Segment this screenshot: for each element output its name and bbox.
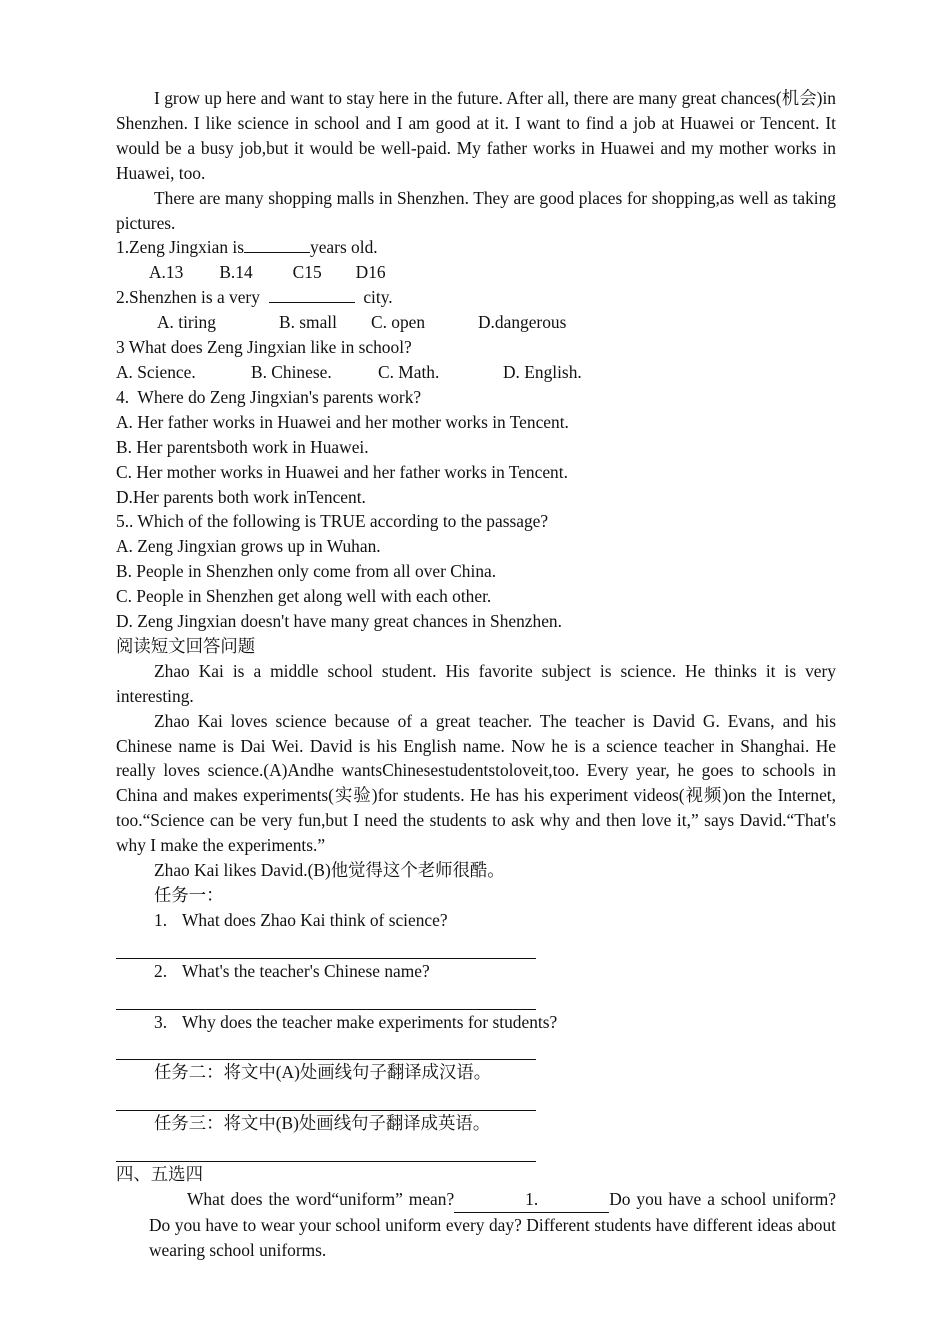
section4-text-after: Do you have a school uniform?Do you have to wear your school uniform every day? Different students have different ideas about wearing school uniforms. [149,1188,836,1260]
option[interactable]: C. Math. [378,361,440,382]
question-4 [116,385,836,510]
option[interactable]: D. English. [503,361,582,382]
option[interactable]: C. open [371,312,426,333]
passage2-paragraph-2: Zhao Kai loves science because of a great teacher. The teacher is David G. Evans, and his Chinese name is Dai Wei. David is his English name. Now he is a science teacher in Shanghai. He really loves science.(A)Andhe wantsChinesestudentstoloveit,too. Every year, he goes to schools in China and makes experiments(实验)for students. He has his experiment videos(视频)on the Internet, too.“Science can be very fun,but I need the students to ask why and then love it,” says David.“That's why I make the experiments.” [116,710,836,856]
question-2-blank[interactable] [269,285,355,303]
question-2-stem-before: 2.Shenzhen is a very [116,287,260,308]
question-5-stem: 5.. Which of the following is TRUE according to the passage? [116,511,549,532]
question-number: 3. [154,1011,168,1032]
question-4-stem: 4. Where do Zeng Jingxian's parents work? [116,386,422,407]
answer-line[interactable] [116,1136,536,1162]
section4-text-before: What does the word“uniform” mean? [187,1188,455,1209]
question-1-stem-after: years old. [310,237,378,258]
option[interactable]: A.13 [149,262,184,283]
answer-line[interactable] [116,1034,536,1060]
question-text: What does Zhao Kai think of science? [182,909,448,930]
option[interactable]: B. Her parentsboth work in Huawei. [116,436,369,457]
option[interactable]: D16 [355,262,386,283]
section3-heading: 阅读短文回答问题 [116,635,256,656]
question-text: What's the teacher's Chinese name? [182,960,430,981]
question-number: 1. [154,909,168,930]
option[interactable]: C. People in Shenzhen get along well with each other. [116,586,492,607]
section4-passage [116,1187,836,1263]
task1-question-1 [116,908,836,933]
passage2-paragraph-3: Zhao Kai likes David.(B)他觉得这个老师很酷。 [154,860,505,881]
question-2-options [116,310,836,335]
option[interactable]: D.dangerous [478,312,567,333]
option[interactable]: A. Zeng Jingxian grows up in Wuhan. [116,536,381,557]
option[interactable]: B. Chinese. [251,361,332,382]
task1-question-3 [116,1010,836,1035]
option[interactable]: D.Her parents both work inTencent. [116,486,366,507]
task2-prompt: 任务二：将文中(A)处画线句子翻译成汉语。 [154,1062,492,1083]
task1-question-2 [116,959,836,984]
option[interactable]: D. Zeng Jingxian doesn't have many great chances in Shenzhen. [116,611,562,632]
passage1-paragraph-2: There are many shopping malls in Shenzhen. They are good places for shopping,as well as taking pictures. [116,187,836,233]
option[interactable]: B. small [279,312,337,333]
question-3-options [116,360,836,385]
question-1-blank[interactable] [244,235,310,253]
passage1-paragraph-1: I grow up here and want to stay here in the future. After all, there are many great chances(机会)in Shenzhen. I like science in school and I am good at it. I want to find a job at Huawei or Tencent. It would be a busy job,but it would be well-paid. My father works in Huawei and my mother works in Huawei, too. [116,88,836,183]
answer-line[interactable] [116,984,536,1010]
question-1-options [116,260,836,285]
answer-line[interactable] [116,1085,536,1111]
question-text: Why does the teacher make experiments for students? [182,1011,558,1032]
question-2 [116,285,836,335]
question-number: 2. [154,960,168,981]
answer-line[interactable] [116,933,536,959]
question-3-stem: 3 What does Zeng Jingxian like in school? [116,337,412,358]
option[interactable]: C15 [292,262,322,283]
question-1 [116,235,836,285]
option[interactable]: A. Science. [116,361,196,382]
option[interactable]: A. Her father works in Huawei and her mother works in Tencent. [116,411,569,432]
question-2-stem-after: city. [363,287,393,308]
question-3 [116,335,836,385]
question-1-stem-before: 1.Zeng Jingxian is [116,237,245,258]
worksheet-page [116,86,836,1263]
option[interactable]: B.14 [219,262,253,283]
option[interactable]: A. tiring [157,312,216,333]
passage2-paragraph-1: Zhao Kai is a middle school student. His favorite subject is science. He thinks it is very interesting. [116,660,836,706]
question-5 [116,509,836,634]
option[interactable]: C. Her mother works in Huawei and her father works in Tencent. [116,461,568,482]
option[interactable]: B. People in Shenzhen only come from all over China. [116,561,497,582]
task1-title: 任务一： [154,885,224,905]
section4-blank-1[interactable]: 1. [454,1187,609,1213]
section4-heading: 四、五选四 [116,1163,203,1184]
task3-prompt: 任务三：将文中(B)处画线句子翻译成英语。 [154,1113,491,1134]
